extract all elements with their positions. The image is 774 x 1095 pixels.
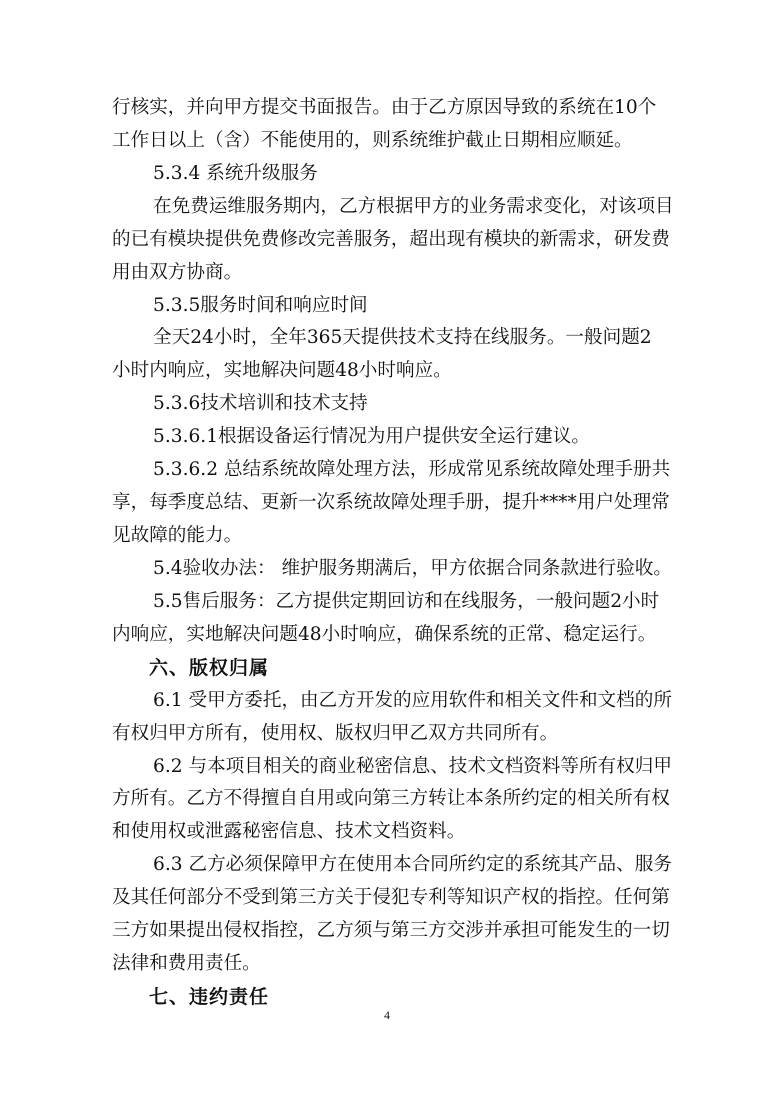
chapter-heading-6: 六、版权归属 (149, 657, 270, 679)
page-number: 4 (384, 1008, 390, 1022)
section-heading-5-3-5: 5.3.5服务时间和响应时间 (153, 295, 368, 316)
section-5-4: 5.4验收办法： 维护服务期满后，甲方依据合同条款进行验收。 (153, 558, 672, 579)
text-line: 内响应，实地解决问题48小时响应，确保系统的正常、稳定运行。 (112, 624, 657, 645)
text-line: 有权归甲方所有，使用权、版权归甲乙双方共同所有。 (112, 723, 559, 744)
text-line: 见故障的能力。 (112, 525, 243, 546)
text-line: 三方如果提出侵权指控，乙方须与第三方交涉并承担可能发生的一切 (112, 920, 670, 941)
text-line: 享，每季度总结、更新一次系统故障处理手册，提升****用户处理常 (112, 492, 670, 513)
text-line: 工作日以上（含）不能使用的，则系统维护截止日期相应顺延。 (112, 130, 633, 151)
section-heading-5-3-6: 5.3.6技术培训和技术支持 (153, 393, 368, 414)
text-line: 行核实，并向甲方提交书面报告。由于乙方原因导致的系统在10个 (112, 97, 657, 118)
text-line: 及其任何部分不受到第三方关于侵犯专利等知识产权的指控。任何第 (112, 887, 670, 908)
text-line: 用由双方协商。 (112, 262, 243, 283)
text-line: 小时内响应，实地解决问题48小时响应。 (112, 360, 452, 381)
text-line: 的已有模块提供免费修改完善服务，超出现有模块的新需求，研发费 (112, 229, 670, 250)
section-6-1: 6.1 受甲方委托，由乙方开发的应用软件和相关文件和文档的所 (153, 690, 672, 711)
text-line: 5.3.6.2 总结系统故障处理方法，形成常见系统故障处理手册共 (153, 459, 671, 480)
text-line: 方所有。乙方不得擅自自用或向第三方转让本条所约定的相关所有权 (112, 788, 670, 809)
text-line: 5.3.6.1根据设备运行情况为用户提供安全运行建议。 (153, 426, 590, 447)
text-line: 在免费运维服务期内，乙方根据甲方的业务需求变化，对该项目 (153, 196, 674, 217)
text-line: 全天24小时，全年365天提供技术支持在线服务。一般问题2 (153, 327, 652, 348)
chapter-heading-7: 七、违约责任 (149, 986, 270, 1008)
section-5-5: 5.5售后服务：乙方提供定期回访和在线服务，一般问题2小时 (153, 591, 660, 612)
section-6-3: 6.3 乙方必须保障甲方在使用本合同所约定的系统其产品、服务 (153, 854, 672, 875)
text-line: 法律和费用责任。 (112, 953, 261, 974)
section-heading-5-3-4: 5.3.4 系统升级服务 (153, 163, 318, 184)
section-6-2: 6.2 与本项目相关的商业秘密信息、技术文档资料等所有权归甲 (153, 756, 672, 777)
text-line: 和使用权或泄露秘密信息、技术文档资料。 (112, 821, 466, 842)
